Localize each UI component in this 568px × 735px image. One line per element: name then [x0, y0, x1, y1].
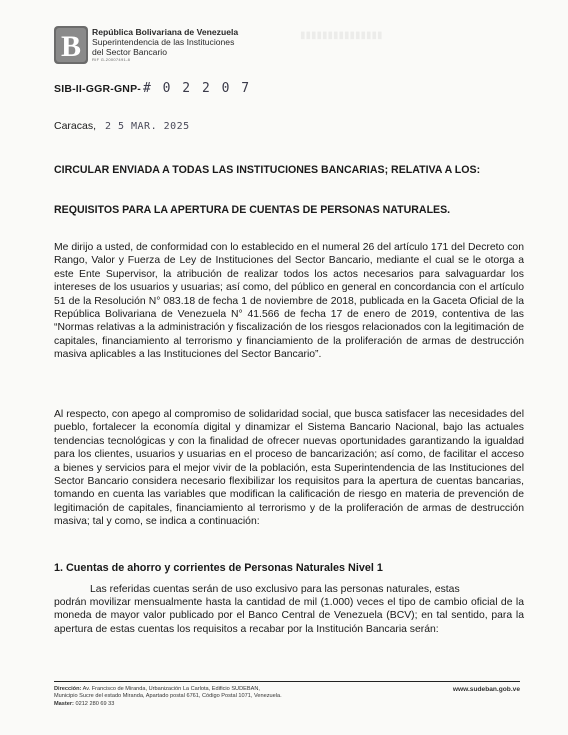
phone-number: 0212 280 69 33 — [75, 700, 115, 707]
address-line-1: Av. Francisco de Miranda, Urbanización La Carlota, Edificio SUDEBAN, — [82, 686, 260, 692]
svg-text:B: B — [60, 30, 82, 63]
paragraph-3-first-line: Las referidas cuentas serán de uso exclusivo para las personas naturales, estas — [90, 584, 460, 595]
subject-heading: CIRCULAR ENVIADA A TODAS LAS INSTITUCIONES BANCARIAS; RELATIVA A LOS: — [54, 164, 481, 176]
institution-header — [92, 27, 238, 63]
reference-number-stamp: # 0 2 2 0 7 — [143, 81, 252, 96]
letterhead-line-3: del Sector Bancario — [92, 47, 167, 57]
place-date — [54, 120, 190, 132]
date-stamp: 2 5 MAR. 2025 — [104, 121, 190, 132]
sudeban-logo — [54, 26, 88, 64]
section-heading-1: 1. Cuentas de ahorro y corrientes de Personas Naturales Nivel 1 — [54, 562, 383, 574]
reference-prefix: SIB-II-GGR-GNP- — [54, 83, 141, 95]
paragraph-1: Me dirijo a usted, de conformidad con lo establecido en el numeral 26 del artículo 171 del Decreto con Rango, Valor y Fuerza de Ley de Instituciones del Sector Bancario, mediante el cual se le otorga a este Ente Supervisor, la atribución de realizar todos los actos necesarios para salvaguardar los intereses de los usuarios y usuarias; así como, del público en general en concordancia con el artículo 51 de la Resolución N° 083.18 de fecha 1 de noviembre de 2018, publicada en la Gaceta Oficial de la República Bolivariana de Venezuela N° 41.566 de fecha 17 de enero de 2019, contentiva de las “Normas relativas a la administración y fiscalización de los riesgos relacionados con la legitimación de capitales, financiamiento al terrorismo y financiamiento de la proliferación de armas de destrucción masiva aplicables a las Instituciones del Sector Bancario”. — [54, 242, 524, 361]
place: Caracas, — [54, 120, 97, 132]
subject-title: REQUISITOS PARA LA APERTURA DE CUENTAS DE PERSONAS NATURALES. — [54, 204, 451, 216]
phone-label: Master: — [54, 700, 74, 707]
address-line-2: Municipio Sucre del estado Miranda, Apartado postal 6761, Código Postal 1071, Venezuela. — [54, 693, 282, 700]
footer-address — [54, 686, 282, 708]
reference-code — [54, 81, 251, 96]
footer-divider — [54, 681, 520, 682]
paragraph-3-body: podrán movilizar mensualmente hasta la cantidad de mil (1.000) veces el tipo de cambio oficial de la moneda de mayor valor publicado por el Banco Central de Venezuela (BCV); en tal sentido, para la apertura de estas cuentas los requisitos a recabar por la Institución Bancaria serán: — [54, 597, 524, 635]
letterhead-rif: RIF G-20007491-8 — [92, 57, 131, 62]
letterhead-line-1: República Bolivariana de Venezuela — [92, 27, 239, 37]
bleed-through: ▮▮▮▮▮▮▮▮▮▮▮▮▮▮▮ — [300, 30, 383, 41]
address-label: Dirección: — [54, 686, 82, 692]
website-link[interactable]: www.sudeban.gob.ve — [452, 686, 520, 693]
letterhead-line-2: Superintendencia de las Instituciones — [92, 37, 235, 47]
paragraph-2: Al respecto, con apego al compromiso de solidaridad social, que busca satisfacer las necesidades del pueblo, fortalecer la economía digital y dinamizar el Sistema Bancario Nacional, bajo las actuales tendencias tecnológicas y con la finalidad de ofrecer nuevas oportunidades garantizando la igualdad para los clientes, usuarios y usuarias en el proceso de bancarización; así como, de facilitar el acceso a bienes y servicios para el mejor vivir de la población, esta Superintendencia de las Instituciones del Sector Bancario considera necesario flexibilizar los requisitos para la apertura de cuentas bancarias, tomando en cuenta las variables que modifican la calificación de riesgo en materia de prevención de legitimación de capitales, financiamiento al terrorismo y de la proliferación de armas de destrucción masiva; tal y como, se indica a continuación: — [54, 409, 524, 528]
